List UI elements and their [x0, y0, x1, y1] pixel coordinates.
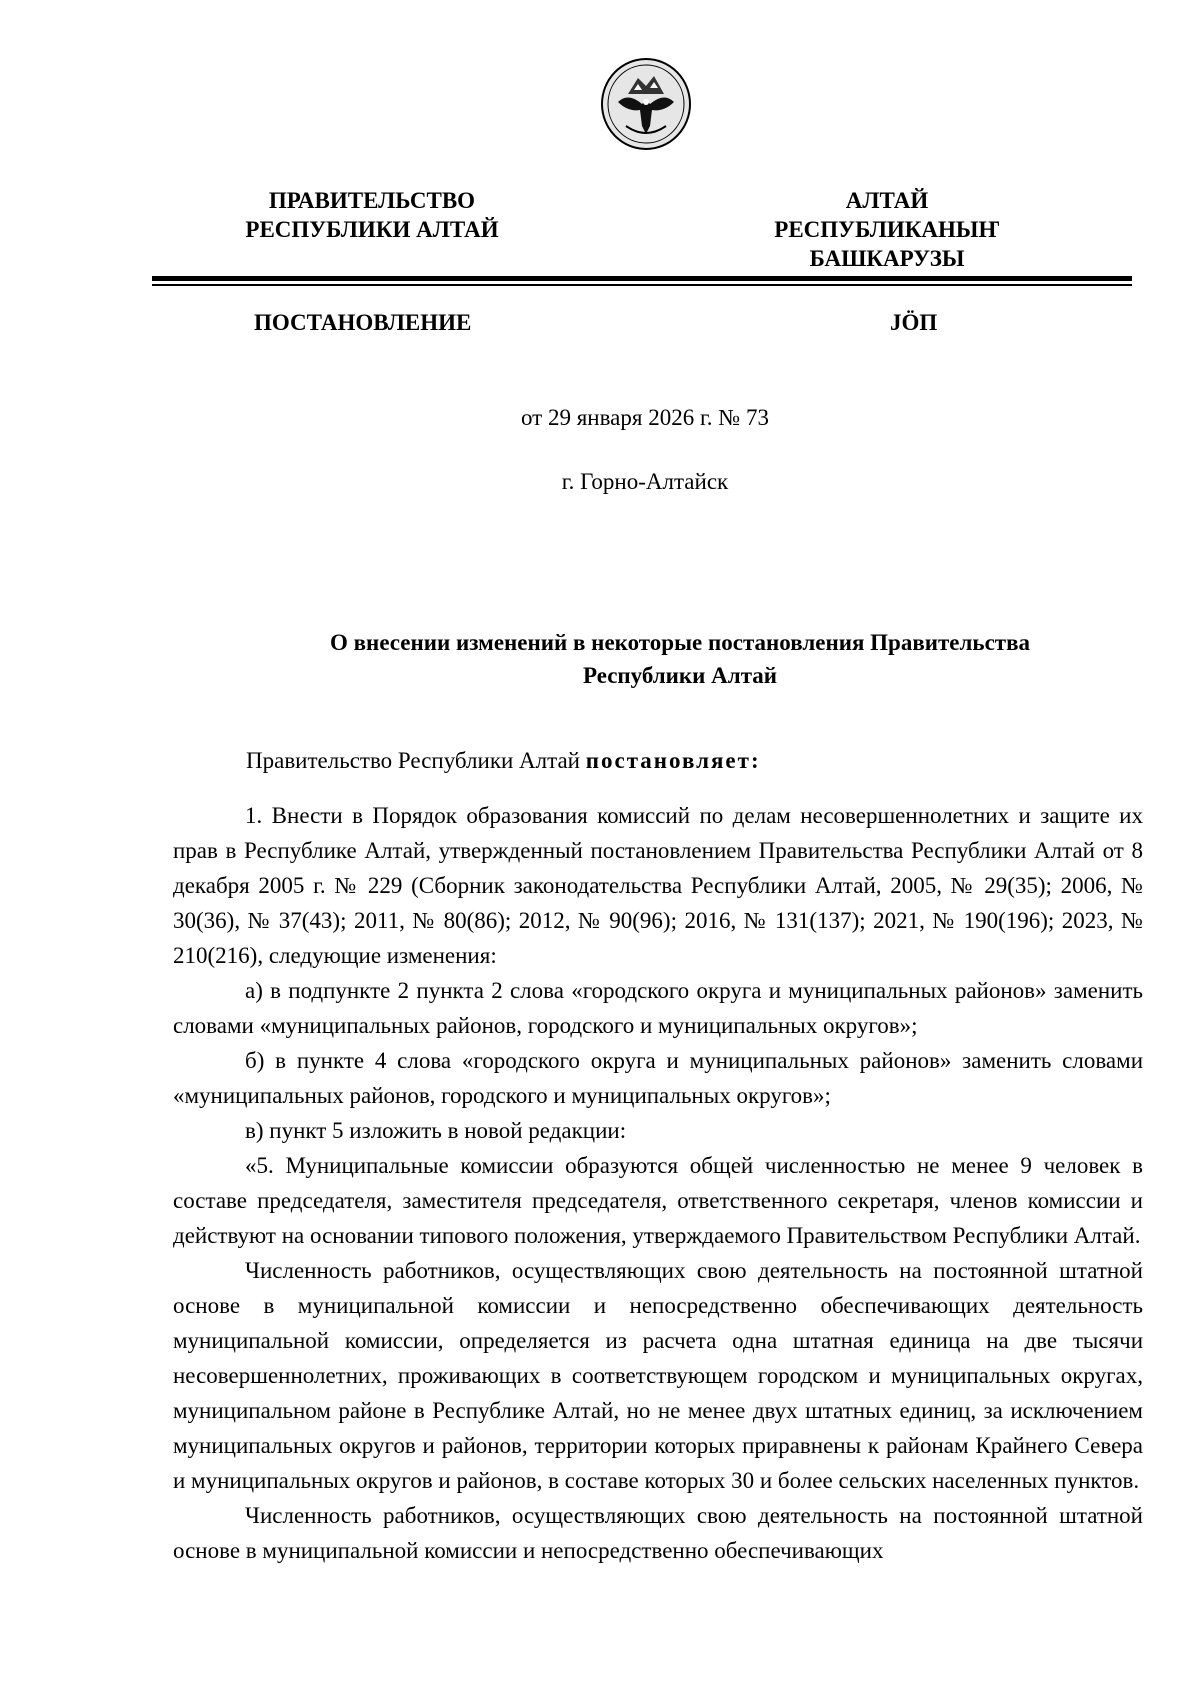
header-left	[202, 186, 542, 244]
document-title	[290, 626, 1070, 692]
header-left-line1: ПРАВИТЕЛЬСТВО	[268, 188, 476, 213]
header-divider-thin	[152, 284, 1132, 286]
resolution-intro	[246, 747, 761, 775]
paragraph: 1. Внести в Порядок образования комиссий по делам несовершеннолетних и защите их прав в Республике Алтай, утвержденный постановлением Правительства Республики Алтай от 8 декабря 2005 г. № 229 (Сборник законодательства Республики Алтай, 2005, № 29(35); 2006, № 30(36), № 37(43); 2011, № 80(86); 2012, № 90(96); 2016, № 131(137); 2021, № 190(196); 2023, № 210(216), следующие изменения:	[173, 803, 1143, 968]
document-title-line1: О внесении изменений в некоторые постановления Правительства	[330, 630, 1030, 655]
header-divider-thick	[152, 276, 1132, 281]
paragraph: «5. Муниципальные комиссии образуются общей численностью не менее 9 человек в составе председателя, заместителя председателя, ответственного секретаря, членов комиссии и действуют на основании типового положения, утверждаемого Правительством Республики Алтай.	[173, 1153, 1143, 1248]
coat-of-arms-icon	[598, 56, 694, 152]
intro-emphasis: постановляет:	[585, 748, 761, 773]
paragraph: а) в подпункте 2 пункта 2 слова «городского округа и муниципальных районов» заменить словами «муниципальных районов, городского и муниципальных округов»;	[173, 978, 1143, 1038]
doc-type-alt: ЈӦП	[890, 310, 938, 335]
header-right-line1: АЛТАЙ РЕСПУБЛИКАНЫҤ	[774, 188, 1000, 242]
header-right	[732, 186, 1042, 273]
document-date-number: от 29 января 2026 г. № 73	[520, 405, 769, 430]
header-right-line2: БАШКАРУЗЫ	[809, 246, 965, 271]
paragraph: в) пункт 5 изложить в новой редакции:	[245, 1118, 627, 1143]
document-city: г. Горно-Алтайск	[561, 469, 729, 494]
doc-type-ru: ПОСТАНОВЛЕНИЕ	[254, 310, 472, 335]
intro-text: Правительство Республики Алтай	[246, 748, 586, 773]
document-title-line2: Республики Алтай	[582, 663, 778, 688]
paragraph: Численность работников, осуществляющих свою деятельность на постоянной штатной основе в муниципальной комиссии и непосредственно обеспечивающих деятельность муниципальной комиссии, определяется из расчета одна штатная единица на две тысячи несовершеннолетних, проживающих в соответствующем городском и муниципальных округах, муниципальном районе в Республике Алтай, но не менее двух штатных единиц, за исключением муниципальных округов и районов, территории которых приравнены к районам Крайнего Севера и муниципальных округов и районов, в составе которых 30 и более сельских населенных пунктов.	[173, 1258, 1143, 1493]
paragraph: б) в пункте 4 слова «городского округа и муниципальных районов» заменить словами «муниципальных районов, городского и муниципальных округов»;	[173, 1048, 1143, 1108]
document-body	[173, 798, 1143, 1568]
header-left-line2: РЕСПУБЛИКИ АЛТАЙ	[245, 217, 499, 242]
paragraph: Численность работников, осуществляющих свою деятельность на постоянной штатной основе в муниципальной комиссии и непосредственно обеспечивающих	[173, 1503, 1143, 1563]
